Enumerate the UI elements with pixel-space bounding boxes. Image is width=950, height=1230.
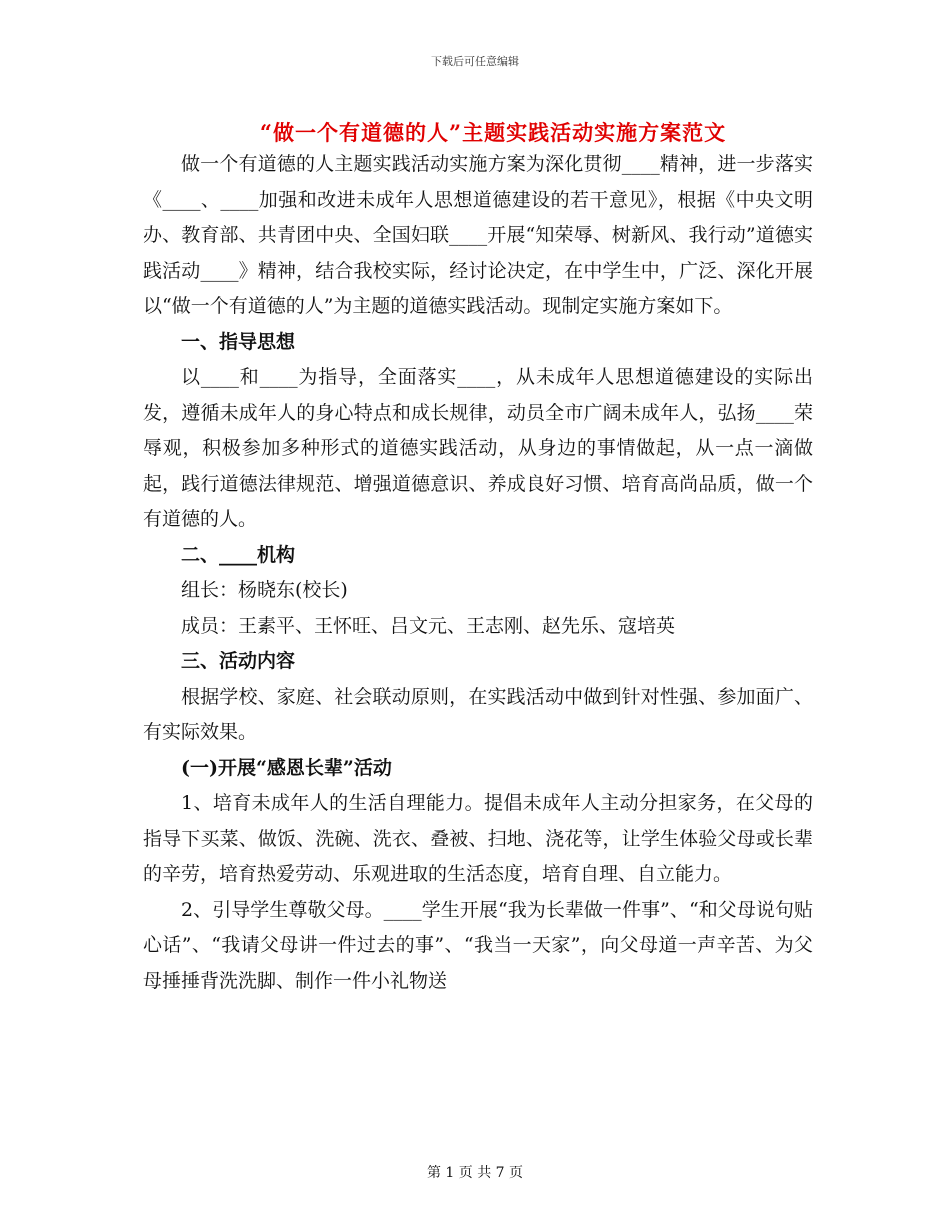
- leader-line: 组长：杨晓东(校长): [181, 579, 348, 601]
- intro-paragraph: 做一个有道德的人主题实践活动实施方案为深化贯彻____精神，进一步落实《____、____加强和改进未成年人思想道德建设的若干意见》，根据《中央文明办、教育部、共青团中央、全国妇联____开展“知荣辱、树新风、我行动”道德实践活动____》精神，结合我校实际，经讨论决定，在中学生中，广泛、深化开展以“做一个有道德的人”为主题的道德实践活动。现制定实施方案如下。: [143, 153, 813, 317]
- header-note: 下载后可任意编辑: [431, 55, 519, 68]
- guiding-thought-paragraph: 以____和____为指导，全面落实____，从未成年人思想道德建设的实际出发，遵循未成年人的身心特点和成长规律，动员全市广阔未成年人，弘扬____荣辱观，积极参加多种形式的道德实践活动，从身边的事情做起，从一点一滴做起，践行道德法律规范、增强道德意识、养成良好习惯、培育高尚品质，做一个有道德的人。: [143, 366, 813, 530]
- document-body: [143, 147, 813, 999]
- item-1-paragraph: 1、培育未成年人的生活自理能力。提倡未成年人主动分担家务，在父母的指导下买菜、做饭、洗碗、洗衣、叠被、扫地、浇花等，让学生体验父母或长辈的辛劳，培育热爱劳动、乐观进取的生活态度，培育自理、自立能力。: [143, 792, 813, 885]
- item-2-paragraph: 2、引导学生尊敬父母。____学生开展“我为长辈做一件事”、“和父母说句贴心话”、“我请父母讲一件过去的事”、“我当一天家”，向父母道一声辛苦、为父母捶捶背洗洗脚、制作一件小礼物送: [143, 898, 813, 992]
- section-heading-organization: 二、____机构: [181, 543, 296, 566]
- subsection-heading-gratitude: (一)开展“感恩长辈”活动: [181, 756, 392, 779]
- members-line: 成员：王素平、王怀旺、吕文元、王志刚、赵先乐、寇培英: [181, 614, 676, 637]
- document-title: “做一个有道德的人”主题实践活动实施方案范文: [259, 120, 727, 145]
- section-heading-guiding-thought: 一、指导思想: [181, 330, 296, 353]
- section-heading-activity-content: 三、活动内容: [181, 650, 296, 672]
- page-footer: 第 1 页 共 7 页: [426, 1165, 524, 1181]
- activity-principle-paragraph: 根据学校、家庭、社会联动原则，在实践活动中做到针对性强、参加面广、有实际效果。: [143, 685, 813, 743]
